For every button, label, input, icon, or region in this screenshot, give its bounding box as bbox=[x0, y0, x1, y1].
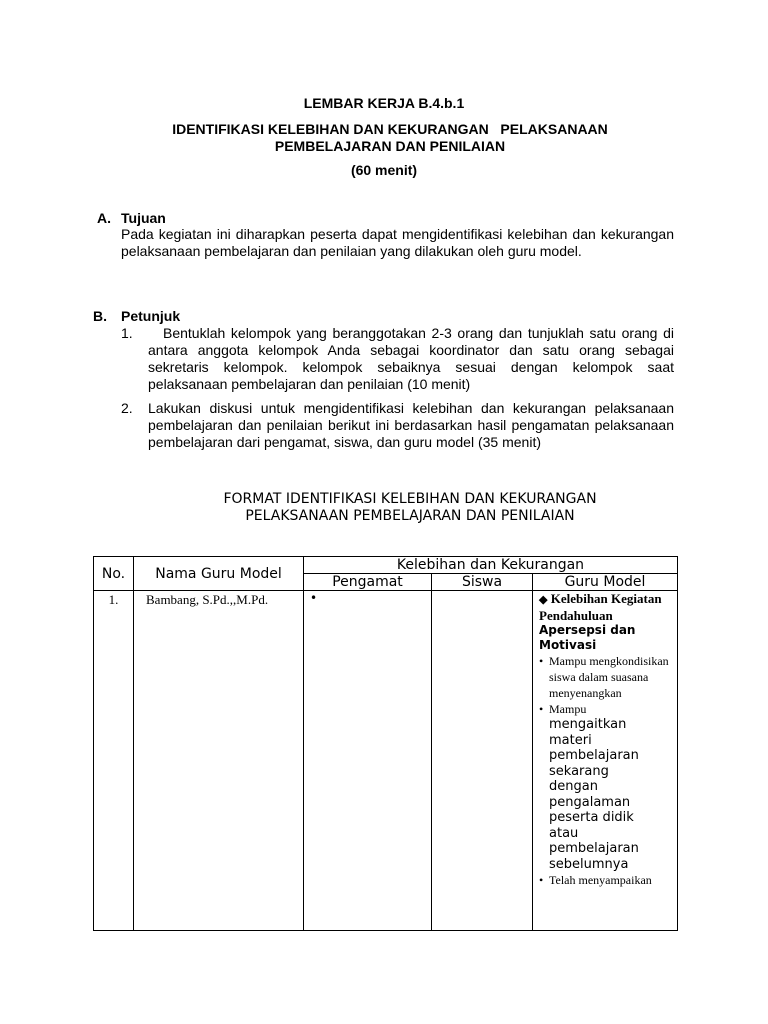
header-siswa: Siswa bbox=[432, 574, 533, 591]
row-guru-model-cell bbox=[533, 591, 678, 931]
header-pengamat: Pengamat bbox=[304, 574, 432, 591]
section-b-heading: Petunjuk bbox=[121, 308, 181, 324]
format-title-line1: FORMAT IDENTIFIKASI KELEBIHAN DAN KEKURANGAN bbox=[223, 491, 597, 507]
header-no: No. bbox=[94, 557, 134, 591]
instruction-number-2: 2. bbox=[121, 400, 133, 416]
guru-model-heading-serif: Kelebihan Kegiatan Pendahuluan bbox=[539, 591, 662, 623]
header-guru-model: Guru Model bbox=[533, 574, 678, 591]
format-title-line2: PELAKSANAAN PEMBELAJARAN DAN PENILAIAN bbox=[245, 508, 575, 524]
identification-table bbox=[93, 556, 678, 931]
row-siswa-cell bbox=[432, 591, 533, 931]
section-a-letter: A. bbox=[97, 210, 111, 226]
format-title bbox=[150, 491, 670, 525]
header-strengths-weaknesses: Kelebihan dan Kekurangan bbox=[304, 557, 678, 574]
guru-model-point-2 bbox=[539, 701, 677, 872]
section-a-heading: Tujuan bbox=[121, 210, 166, 226]
section-a-body: Pada kegiatan ini diharapkan peserta dapat mengidentifikasi kelebihan dan kekurangan pelaksanaan pembelajaran dan penilaian yang dilakukan oleh guru model. bbox=[121, 226, 674, 259]
guru-model-heading bbox=[539, 591, 677, 623]
diamond-bullet-icon: ◆ bbox=[539, 594, 548, 606]
row-number: 1. bbox=[94, 591, 134, 931]
guru-model-point-1-text: Mampu mengkondisikan siswa dalam suasana menyenangkan bbox=[549, 654, 669, 700]
guru-model-point-1 bbox=[539, 653, 677, 701]
table-header-row bbox=[94, 557, 678, 574]
worksheet-duration: (60 menit) bbox=[350, 162, 418, 178]
guru-model-point-2-rest: mengaitkan materi pembelajaran sekarang dengan pengalaman peserta didik atau pembelajaran sebelumnya bbox=[549, 717, 639, 872]
guru-model-point-2-first: Mampu bbox=[549, 702, 587, 716]
instruction-text-1: Bentuklah kelompok yang beranggotakan 2-3 orang dan tunjuklah satu orang di antara anggota kelompok Anda sebagai koordinator dan satu orang sebagai sekretaris kelompok. kelompok sebaiknya sesuai dengan kelompok saat pelaksanaan pembelajaran dan penilaian (10 menit) bbox=[148, 325, 674, 392]
table-row bbox=[94, 591, 678, 931]
bullet-icon: • bbox=[310, 591, 318, 605]
bullet-icon: • bbox=[539, 654, 544, 668]
row-teacher-name: Bambang, S.Pd.,,M.Pd. bbox=[134, 591, 304, 931]
guru-model-point-3-text: Telah menyampaikan bbox=[549, 873, 652, 887]
instruction-text-2: Lakukan diskusi untuk mengidentifikasi kelebihan dan kekurangan pelaksanaan pembelajaran dan penilaian berikut ini berdasarkan hasil pengamatan pelaksanaan pembelajaran dari pengamat, siswa, dan guru model (35 menit) bbox=[148, 400, 674, 450]
guru-model-subheading: Apersepsi dan Motivasi bbox=[539, 623, 636, 652]
worksheet-subtitle-line1: IDENTIFIKASI KELEBIHAN DAN KEKURANGAN PELAKSANAAN bbox=[172, 121, 608, 137]
worksheet-subtitle-line2: PEMBELAJARAN DAN PENILAIAN bbox=[274, 138, 506, 154]
section-b-letter: B. bbox=[93, 308, 107, 324]
header-teacher-name: Nama Guru Model bbox=[134, 557, 304, 591]
instruction-number-1: 1. bbox=[121, 325, 133, 341]
bullet-icon: • bbox=[539, 873, 544, 887]
worksheet-title: LEMBAR KERJA B.4.b.1 bbox=[303, 95, 465, 111]
row-pengamat-cell bbox=[304, 591, 432, 931]
worksheet-subtitle bbox=[100, 121, 680, 155]
bullet-icon: • bbox=[539, 702, 544, 716]
guru-model-point-3 bbox=[539, 872, 677, 888]
